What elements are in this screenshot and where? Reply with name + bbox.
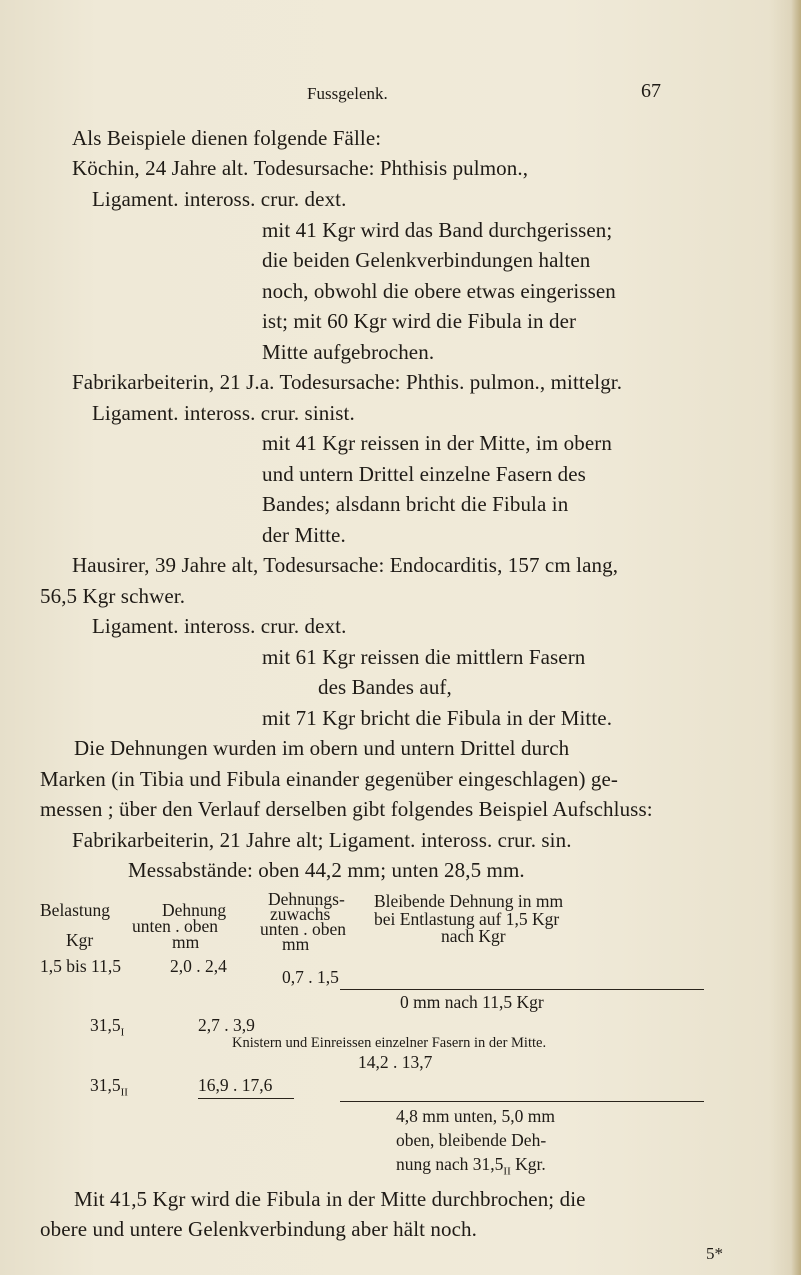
table-head-residual-2: bei Entlastung auf 1,5 Kgr bbox=[374, 909, 560, 929]
text-line: die beiden Gelenkverbindungen halten bbox=[262, 248, 591, 272]
text-line: und untern Drittel einzelne Fasern des bbox=[262, 462, 586, 486]
text-line: Köchin, 24 Jahre alt. Todesursache: Phthisis pulmon., bbox=[72, 156, 529, 180]
row3-load-sub: II bbox=[120, 1086, 128, 1099]
text-line: Bandes; alsdann bricht die Fibula in bbox=[262, 492, 569, 516]
row2-load-sub: I bbox=[120, 1026, 125, 1039]
table-head-load: Belastung bbox=[40, 900, 110, 920]
running-title: Fussgelenk. bbox=[307, 84, 388, 103]
text-line: des Bandes auf, bbox=[318, 675, 452, 699]
table-rule-2a bbox=[198, 1098, 294, 1099]
row3-residual-sub: II bbox=[503, 1165, 511, 1178]
table-head-increase-2: zuwachs bbox=[270, 904, 331, 924]
text-line: Ligament. inteross. crur. dext. bbox=[92, 187, 347, 211]
text-line: Fabrikarbeiterin, 21 Jahre alt; Ligament. inteross. crur. sin. bbox=[72, 828, 572, 852]
text-line: mit 41 Kgr reissen in der Mitte, im obern bbox=[262, 431, 612, 455]
table-unit-stretch: mm bbox=[172, 932, 200, 952]
text-line: Mit 41,5 Kgr wird die Fibula in der Mitte durchbrochen; die bbox=[74, 1187, 586, 1211]
text-line: obere und untere Gelenkverbindung aber hält noch. bbox=[40, 1217, 477, 1241]
table-head-increase-1: Dehnungs- bbox=[268, 889, 345, 909]
text-line: 56,5 Kgr schwer. bbox=[40, 584, 186, 608]
text-line: mit 71 Kgr bricht die Fibula in der Mitte. bbox=[262, 706, 613, 730]
row3-residual-1: 4,8 mm unten, 5,0 mm bbox=[396, 1106, 555, 1126]
table-head-residual-1: Bleibende Dehnung in mm bbox=[374, 891, 564, 911]
text-line: noch, obwohl die obere etwas eingerissen bbox=[262, 279, 616, 303]
row2-load: $31,5_I$ bbox=[90, 1015, 125, 1039]
table-rule-2b bbox=[340, 1101, 704, 1102]
row1-load: 1,5 bis 11,5 bbox=[40, 956, 122, 976]
text-line: ist; mit 60 Kgr wird die Fibula in der bbox=[262, 309, 577, 333]
table-sub-increase: unten . oben bbox=[260, 919, 347, 939]
table-unit-load: Kgr bbox=[66, 930, 94, 950]
table-sub-stretch: unten . oben bbox=[132, 916, 219, 936]
text-line: Ligament. inteross. crur. sinist. bbox=[92, 401, 355, 425]
text-line: der Mitte. bbox=[262, 523, 346, 547]
row2-increase: 14,2 . 13,7 bbox=[358, 1052, 433, 1072]
signature-mark: 5* bbox=[706, 1244, 723, 1263]
text-line: Messabstände: oben 44,2 mm; unten 28,5 mm. bbox=[128, 858, 525, 882]
text-line: mit 61 Kgr reissen die mittlern Fasern bbox=[262, 645, 586, 669]
row3-stretch: 16,9 . 17,6 bbox=[198, 1075, 273, 1095]
row3-residual-3: nung nach $31,5_{II}$ Kgr. bbox=[396, 1154, 546, 1178]
text-line: Marken (in Tibia und Fibula einander gegenüber eingeschlagen) ge- bbox=[40, 767, 619, 791]
row3-residual-2: oben, bleibende Deh- bbox=[396, 1130, 547, 1150]
row3-load: $31,5_{II}$ bbox=[90, 1075, 128, 1099]
text-line: Die Dehnungen wurden im obern und untern Drittel durch bbox=[74, 736, 570, 760]
table-unit-increase: mm bbox=[282, 934, 310, 954]
text-line: messen ; über den Verlauf derselben gibt folgendes Beispiel Aufschluss: bbox=[40, 797, 653, 821]
page-number: 67 bbox=[641, 80, 661, 102]
table-head-stretch: Dehnung bbox=[162, 900, 227, 920]
text-line: Ligament. inteross. crur. dext. bbox=[92, 614, 347, 638]
row2-note: Knistern und Einreissen einzelner Fasern in der Mitte. bbox=[232, 1035, 547, 1051]
table-rule-1 bbox=[340, 989, 704, 990]
text-line: Fabrikarbeiterin, 21 J.a. Todesursache: Phthis. pulmon., mittelgr. bbox=[72, 370, 623, 394]
text-line: Hausirer, 39 Jahre alt, Todesursache: Endocarditis, 157 cm lang, bbox=[72, 553, 619, 577]
row1-increase: 0,7 . 1,5 bbox=[282, 967, 339, 987]
text-line: Mitte aufgebrochen. bbox=[262, 340, 435, 364]
text-line: mit 41 Kgr wird das Band durchgerissen; bbox=[262, 218, 613, 242]
row1-stretch: 2,0 . 2,4 bbox=[170, 956, 227, 976]
row2-stretch: 2,7 . 3,9 bbox=[198, 1015, 255, 1035]
table-head-residual-3: nach Kgr bbox=[441, 926, 506, 946]
text-line: Als Beispiele dienen folgende Fälle: bbox=[72, 126, 382, 150]
page-edge-shadow bbox=[791, 0, 801, 1275]
row1-residual: 0 mm nach 11,5 Kgr bbox=[400, 992, 544, 1012]
